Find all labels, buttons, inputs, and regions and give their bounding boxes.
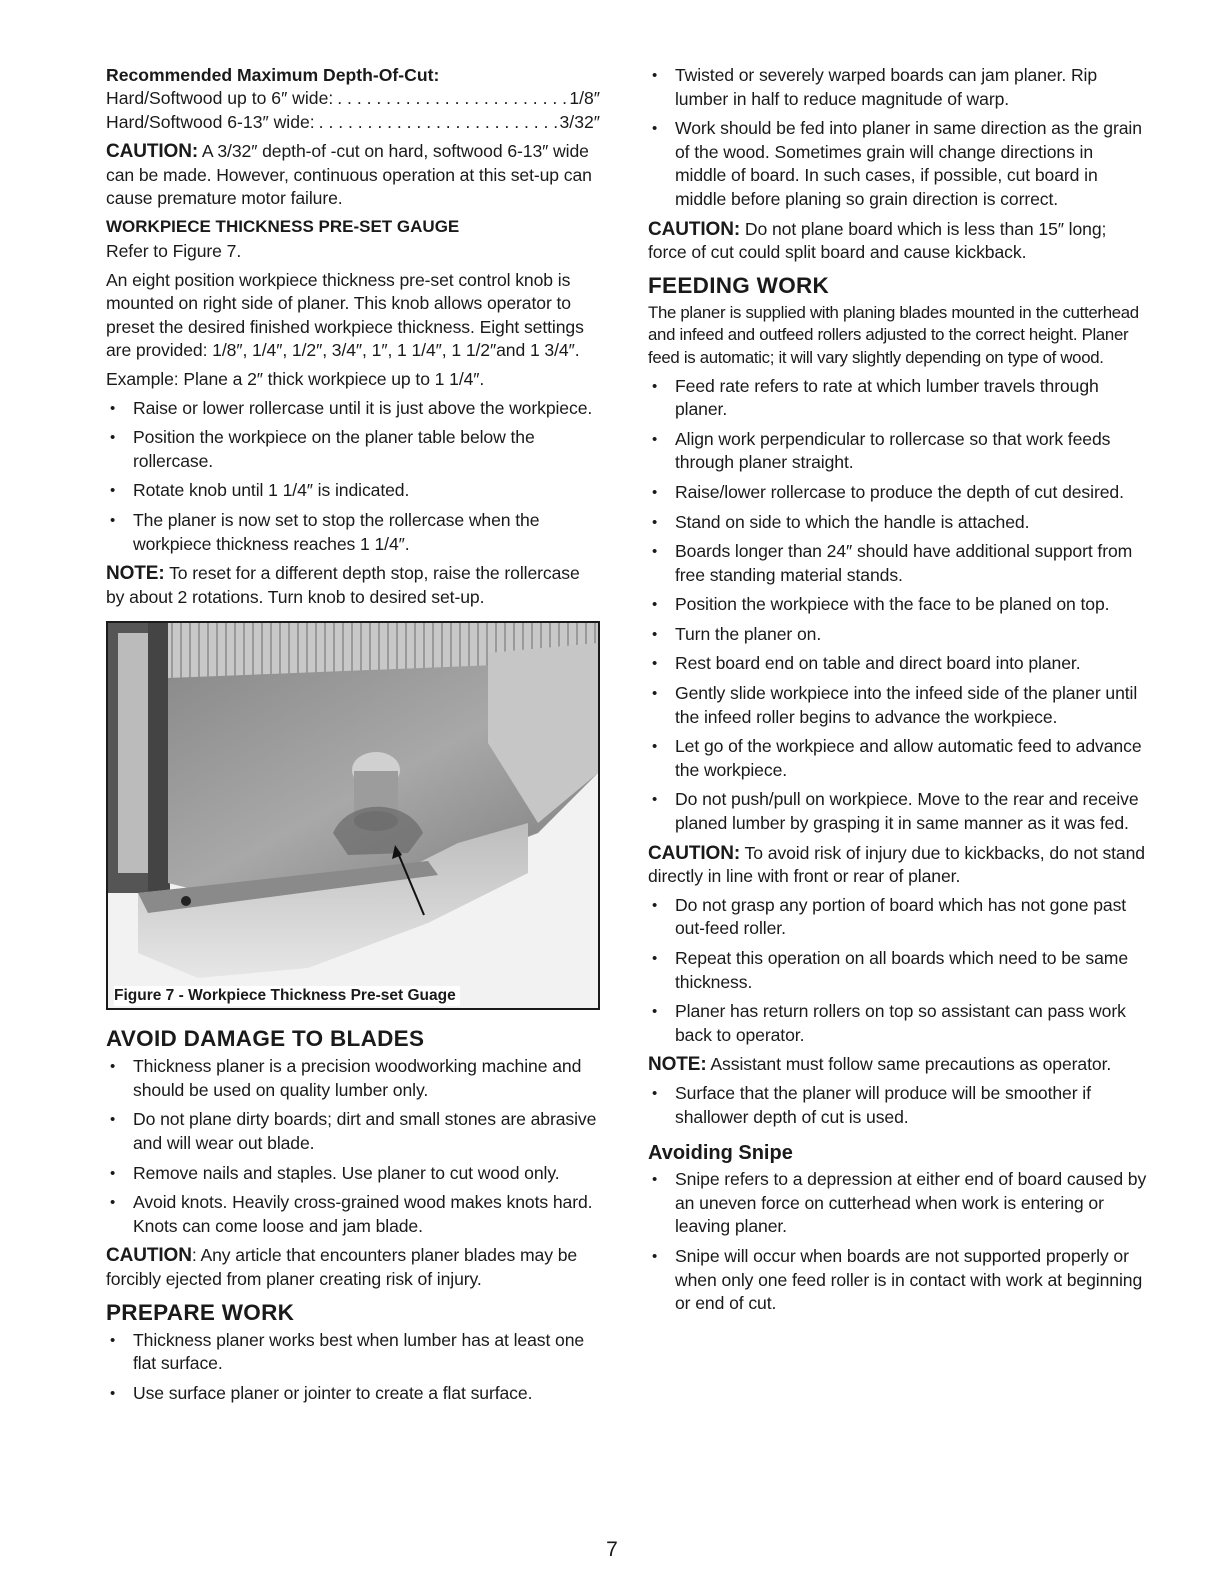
depth-row-value: 3/32″ [559, 111, 600, 132]
prepare-work-heading: PREPARE WORK [106, 1299, 295, 1325]
depth-of-cut-heading: Recommended Maximum Depth-Of-Cut: [106, 65, 440, 85]
gauge-intro-paragraph: An eight position workpiece thickness pre-set control knob is mounted on right side of planer. This knob allows operator to preset the desired finished workpiece thickness. Eight settings are provided: 1/8″, 1/4″, 1/2″, 3/4″, 1″, 1 1/4″, 1 1/2″and 1 3/4″. [106, 269, 584, 361]
list-item: • Planer has return rollers on top so assistant can pass work back to operator. [648, 1000, 1148, 1047]
caution-label: CAUTION: [648, 218, 741, 240]
note-reset-paragraph [106, 562, 600, 609]
list-item: • Snipe refers to a depression at either end of board caused by an uneven force on cutterhead when work is entering or leaving planer. [648, 1168, 1148, 1239]
feeding-steps-list-2 [648, 894, 1148, 1048]
list-item: • Surface that the planer will produce will be smoother if shallower depth of cut is used. [648, 1082, 1148, 1129]
depth-row-up-to-6 [106, 87, 600, 111]
depth-row-label: Hard/Softwood 6-13″ wide: [106, 111, 315, 132]
list-item: • Stand on side to which the handle is attached. [648, 511, 1148, 535]
list-item: • Position the workpiece on the planer table below the rollercase. [106, 426, 600, 473]
caution-ejection-paragraph [106, 1244, 600, 1291]
list-item: • Raise or lower rollercase until it is just above the workpiece. [106, 397, 600, 421]
note-text: Assistant must follow same precautions as operator. [706, 1054, 1112, 1075]
depth-row-6-13 [106, 111, 600, 135]
note-label: NOTE: [648, 1054, 707, 1076]
feeding-work-heading: FEEDING WORK [648, 272, 830, 298]
avoid-damage-heading: AVOID DAMAGE TO BLADES [106, 1026, 425, 1052]
note-text: To reset for a different depth stop, raise the rollercase by about 2 rotations. Turn knob to desired set-up. [106, 563, 580, 607]
caution-label: CAUTION [106, 1245, 192, 1267]
dot-leader [315, 111, 558, 135]
list-item: • Align work perpendicular to rollercase so that work feeds through planer straight. [648, 428, 1148, 475]
caution-label: CAUTION: [648, 842, 741, 864]
list-item: • Rotate knob until 1 1/4″ is indicated. [106, 479, 600, 503]
caution-text: A 3/32″ depth-of -cut on hard, softwood 6-13″ wide can be made. However, continuous operation at this set-up can cause premature motor failure. [106, 141, 592, 209]
figure-7 [106, 621, 600, 1010]
dot-leader [333, 87, 567, 111]
list-item: • Raise/lower rollercase to produce the depth of cut desired. [648, 481, 1148, 505]
list-item: • Thickness planer works best when lumber has at least one flat surface. [106, 1329, 600, 1376]
caution-depth-paragraph [106, 140, 600, 211]
list-item: • Twisted or severely warped boards can jam planer. Rip lumber in half to reduce magnitude of warp. [648, 64, 1148, 111]
depth-row-label: Hard/Softwood up to 6″ wide: [106, 88, 334, 108]
list-item: • Position the workpiece with the face to be planed on top. [648, 593, 1148, 617]
list-item: • Do not push/pull on workpiece. Move to the rear and receive planed lumber by grasping it in same manner as it was fed. [648, 788, 1148, 835]
page-number: 7 [606, 1538, 618, 1561]
note-label: NOTE: [106, 563, 165, 585]
list-item: • The planer is now set to stop the rollercase when the workpiece thickness reaches 1 1/4″. [106, 509, 600, 556]
caution-length-paragraph [648, 218, 1148, 265]
list-item: • Turn the planer on. [648, 623, 1148, 647]
prepare-work-list [106, 1329, 600, 1406]
list-item: • Gently slide workpiece into the infeed side of the planer until the infeed roller begins to advance the workpiece. [648, 682, 1148, 729]
caution-kickback-paragraph [648, 842, 1148, 889]
caution-text: Do not plane board which is less than 15″ long; force of cut could split board and cause kickback. [648, 218, 1107, 263]
warp-grain-list [648, 64, 1148, 212]
list-item: • Thickness planer is a precision woodworking machine and should be used on quality lumber only. [106, 1055, 600, 1102]
depth-row-value: 1/8″ [569, 88, 600, 108]
list-item: • Do not plane dirty boards; dirt and small stones are abrasive and will wear out blade. [106, 1108, 600, 1155]
figure-caption: Figure 7 - Workpiece Thickness Pre-set Guage [114, 986, 460, 1006]
gauge-figure-reference: Refer to Figure 7. [106, 240, 242, 261]
list-item: • Rest board end on table and direct board into planer. [648, 652, 1148, 676]
list-item: • Feed rate refers to rate at which lumber travels through planer. [648, 375, 1148, 422]
planer-photo-illustration [108, 623, 598, 1008]
left-column [106, 64, 600, 1411]
avoiding-snipe-heading: Avoiding Snipe [648, 1142, 793, 1165]
caution-label: CAUTION: [106, 141, 199, 163]
right-column [648, 64, 1148, 1322]
avoid-damage-list [106, 1055, 600, 1238]
gauge-example: Example: Plane a 2″ thick workpiece up to 1 1/4″. [106, 368, 485, 389]
gauge-steps-list [106, 397, 600, 557]
list-item: • Repeat this operation on all boards which need to be same thickness. [648, 947, 1148, 994]
list-item: • Use surface planer or jointer to create a flat surface. [106, 1382, 600, 1406]
feeding-steps-list [648, 375, 1148, 836]
list-item: • Do not grasp any portion of board which has not gone past out-feed roller. [648, 894, 1148, 941]
list-item: • Avoid knots. Heavily cross-grained wood makes knots hard. Knots can come loose and jam blade. [106, 1191, 600, 1238]
list-item: • Snipe will occur when boards are not supported properly or when only one feed roller is in contact with work at beginning or end of cut. [648, 1245, 1148, 1316]
list-item: • Work should be fed into planer in same direction as the grain of the wood. Sometimes grain will change directions in middle of board. In such cases, if possible, cut board in middle before planing so grain direction is correct. [648, 117, 1148, 211]
gauge-heading: WORKPIECE THICKNESS PRE-SET GAUGE [106, 216, 460, 236]
snipe-list [648, 1168, 1148, 1316]
caution-text: : Any article that encounters planer blades may be forcibly ejected from planer creating risk of injury. [106, 1245, 578, 1290]
note-assistant-paragraph [648, 1053, 1148, 1077]
caution-text: To avoid risk of injury due to kickbacks, do not stand directly in line with front or rear of planer. [648, 842, 1145, 887]
feeding-intro-paragraph: The planer is supplied with planing blades mounted in the cutterhead and infeed and outfeed rollers adjusted to the correct height. Planer feed is automatic; it will vary slightly depending on type of wood. [648, 302, 1139, 367]
feeding-steps-list-3 [648, 1082, 1148, 1129]
list-item: • Boards longer than 24″ should have additional support from free standing material stands. [648, 540, 1148, 587]
list-item: • Let go of the workpiece and allow automatic feed to advance the workpiece. [648, 735, 1148, 782]
list-item: • Remove nails and staples. Use planer to cut wood only. [106, 1162, 600, 1186]
